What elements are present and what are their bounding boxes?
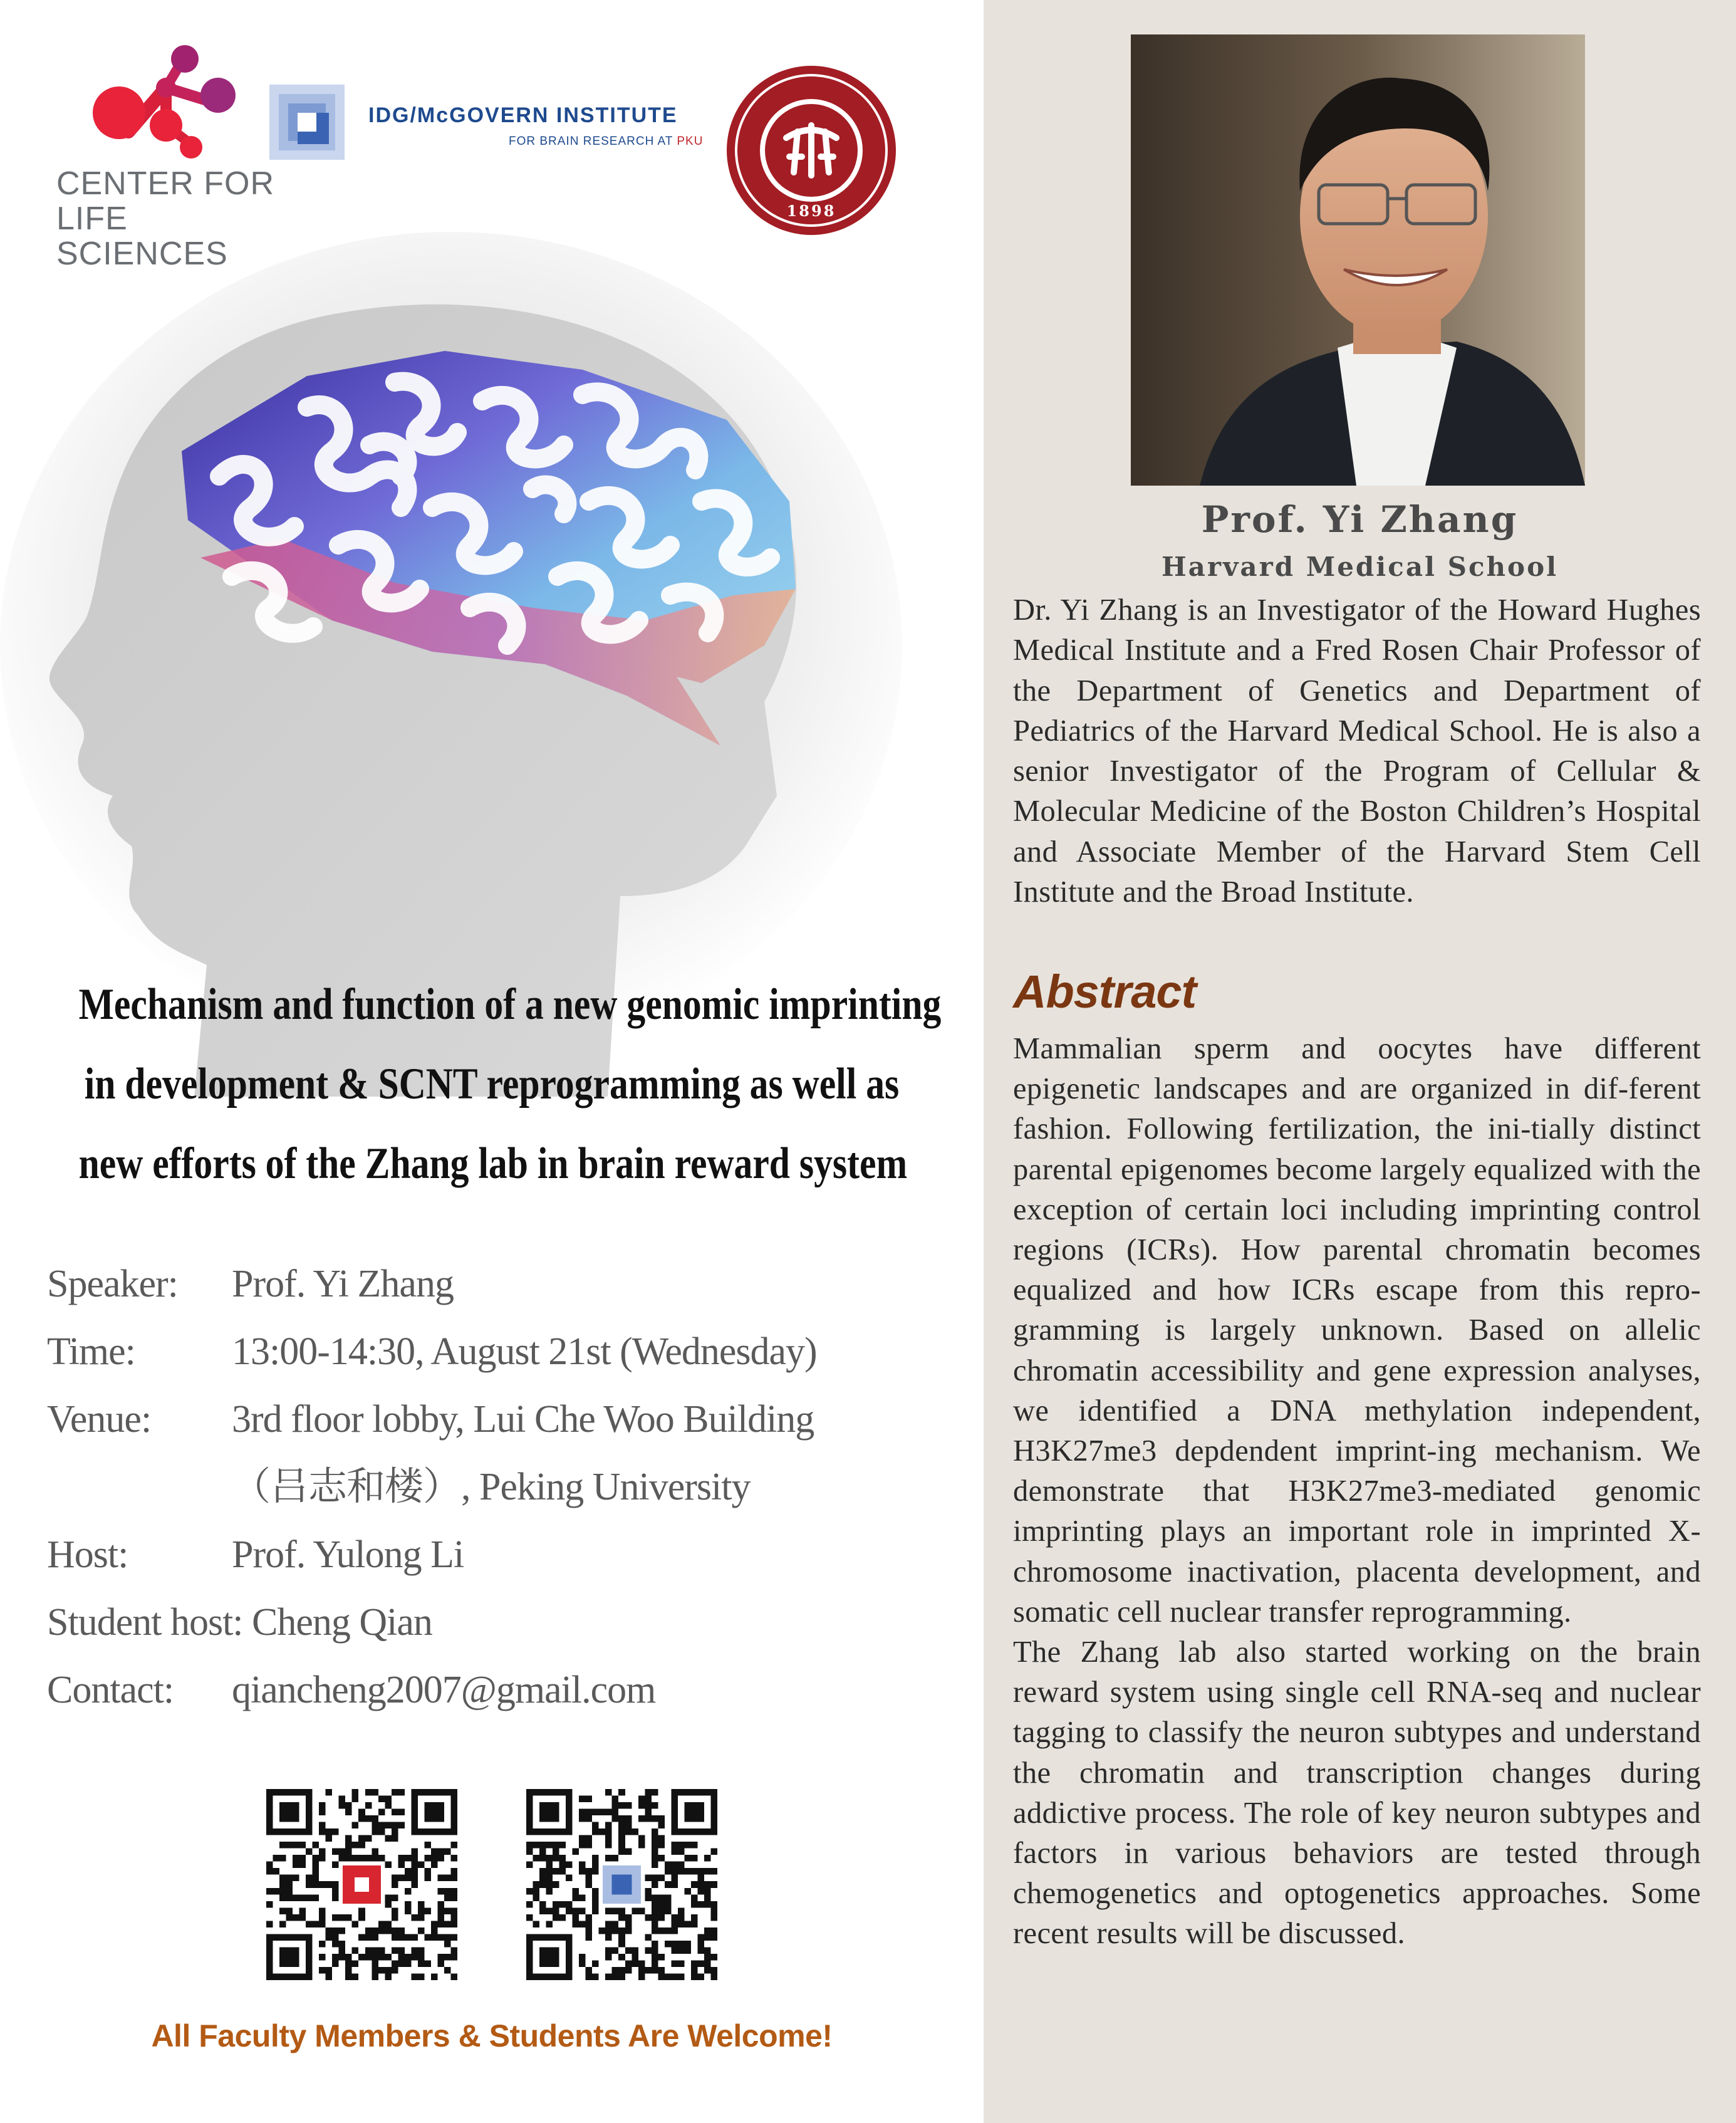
cls-wordmark — [56, 166, 282, 271]
pku-seal-text: PEKING UNIVERSITY — [724, 48, 966, 67]
speaker-name: Prof. Yi Zhang — [1201, 498, 1519, 541]
speaker-affiliation: Harvard Medical School — [1161, 551, 1559, 582]
event-info — [47, 1250, 974, 1724]
host-value: Prof. Yulong Li — [232, 1533, 464, 1576]
abstract-paragraph-2: The Zhang lab also started working on the brain reward system using single cell RNA-seq and nuclear tagging to classify the neuron subtypes and understand the chromatin and transcription changes during addictive process. The role of key neuron subtypes and factors in various behaviors are tested through chemogenetics and optogenetics approaches. Some recent results will be discussed. — [1013, 1635, 1701, 1951]
center-for-life-sciences-logo — [56, 50, 282, 272]
host-row — [47, 1521, 974, 1588]
pku-glyph-icon — [786, 125, 836, 175]
cls-molecule-icon — [56, 50, 282, 166]
speaker-row — [47, 1250, 974, 1318]
idg-subtitle — [509, 135, 703, 149]
pku-seal-icon — [724, 48, 966, 238]
venue-value-line-1: 3rd floor lobby, Lui Che Woo Building — [232, 1398, 814, 1441]
student-host-row — [47, 1588, 974, 1656]
contact-row — [47, 1656, 974, 1724]
idg-subtitle-pku: PKU — [677, 135, 704, 148]
venue-row-2 — [47, 1453, 974, 1521]
abstract-paragraph-1: Mammalian sperm and oocytes have different epigenetic landscapes and are organized in dif-ferent fashion. Following fertilization, the ini-tially distinct parental epigenomes become largely equalized with the exception of certain loci including imprinting control regions (ICRs). How parental chromatin becomes equalized and how ICRs escape from this repro-gramming is largely unknown. Based on allelic chromatin accessibility and gene expression analyses, we identified a DNA methylation independent, H3K27me3 depdendent imprint-ing mechanism. We demonstrate that H3K27me3-mediated genomic imprinting plays an important role in imprinted X-chromosome inactivation, placenta development, and somatic cell nuclear transfer reprogramming. — [1013, 1032, 1701, 1629]
pku-seal-year: 1898 — [786, 202, 836, 220]
idg-mcgovern-logo — [269, 85, 708, 160]
idg-subtitle-text: FOR BRAIN RESEARCH AT — [509, 135, 673, 148]
abstract-body — [1013, 1029, 1701, 1954]
student-host-text: Student host: Cheng Qian — [47, 1601, 432, 1644]
right-panel — [984, 0, 1736, 2123]
talk-title-line-2: in development & SCNT reprogramming as well as — [84, 1060, 900, 1108]
qr-code-icon[interactable] — [526, 1789, 717, 1980]
talk-title-line-1: Mechanism and function of a new genomic imprinting — [78, 980, 942, 1029]
speaker-photo — [1131, 34, 1585, 486]
time-value: 13:00-14:30, August 21st (Wednesday) — [232, 1330, 817, 1373]
contact-value[interactable]: qiancheng2007@gmail.com — [232, 1669, 656, 1711]
cls-line-2: LIFE SCIENCES — [56, 201, 228, 272]
speaker-label: Speaker: — [47, 1263, 178, 1305]
venue-label: Venue: — [47, 1398, 152, 1441]
talk-title — [78, 965, 942, 1204]
speaker-value: Prof. Yi Zhang — [232, 1263, 454, 1305]
peking-university-seal — [724, 48, 966, 238]
host-label: Host: — [47, 1533, 128, 1576]
welcome-banner: All Faculty Members & Students Are Welcome! — [151, 2018, 833, 2053]
idg-name: IDG/McGOVERN INSTITUTE — [368, 103, 678, 127]
venue-value-line-2: （吕志和楼）, Peking University — [232, 1466, 751, 1508]
contact-label: Contact: — [47, 1669, 174, 1711]
time-row — [47, 1318, 974, 1385]
time-label: Time: — [47, 1330, 135, 1373]
idg-squares-icon — [269, 85, 345, 160]
talk-title-line-3: new efforts of the Zhang lab in brain reward system — [78, 1139, 908, 1188]
abstract-heading: Abstract — [1013, 966, 1197, 1018]
qr-code-icon[interactable] — [266, 1789, 457, 1980]
speaker-bio: Dr. Yi Zhang is an Investigator of the Howard Hughes Medical Institute and a Fred Rosen Chair Professor of the Department of Genetics and Department of Pediatrics of the Harvard Medical School. He is also a senior Investigator of the Program of Cellular & Molecular Medicine of the Boston Children’s Hospital and Associate Member of the Harvard Stem Cell Institute and the Broad Institute. — [1013, 593, 1701, 909]
cls-line-1: CENTER FOR — [56, 165, 274, 202]
venue-row — [47, 1385, 974, 1453]
